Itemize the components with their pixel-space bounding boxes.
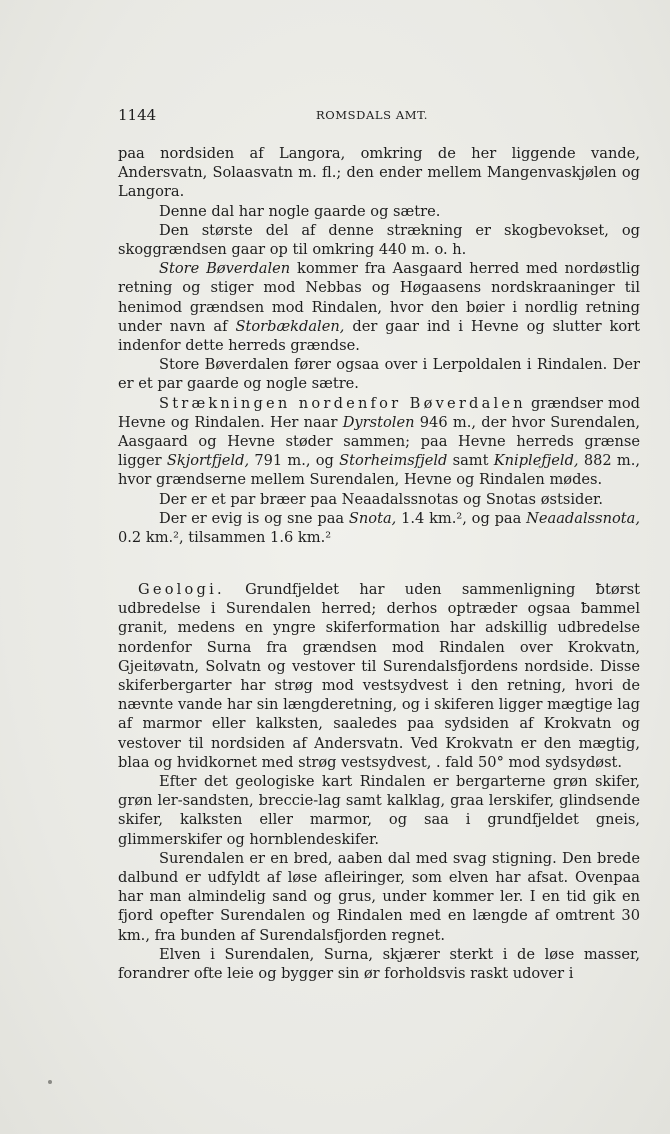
italic-term: Neaadalssnota,	[526, 509, 640, 527]
paragraph	[118, 849, 640, 945]
italic-term: Store Bøverdalen	[159, 260, 291, 278]
italic-term: Skjortfjeld,	[166, 452, 250, 470]
paragraph	[118, 945, 640, 983]
text-run: 946 m., der hvor Surendalen, Aasgaard og Hevne støder sammen; paa Hevne herreds grænse ligger	[118, 413, 640, 470]
text-run: Der er evig is og sne paa	[159, 509, 349, 527]
text-run: Denne dal har nogle gaarde og sætre.	[159, 202, 441, 220]
text-run: paa nordsiden af Langora, omkring de her liggende vande, Andersvatn, Solaasvatn m. fl.; den ender mellem Mangenvaskjølen og Langora.	[118, 145, 640, 201]
italic-term: Dyrstolen	[342, 413, 415, 431]
paragraph	[118, 355, 640, 393]
text-run: Grundfjeldet har uden sammenligning ƀtørst udbredelse i Surendalen herred; derhos optræder ogsaa ƀammel granit, medens en yngre skiferformation har adskillig udbredelse nordenfor Surna fra grændsen mod Rindalen over Krokvatn, Gjeitøvatn, Solvatn og vestover til Surendalsfjordens nordside. Disse skiferbergarter har strøg mod vestsydvest i den retning, hvori de nævnte vande har sin længderetning, og i skiferen ligger mægtige lag af marmor eller kalksten, saaledes paa sydsiden af Krokvatn og vestover til nordsiden af Andersvatn. Ved Krokvatn er den mægtig, blaa og hvidkornet med strøg vestsydvest, . fald 50° mod sydsydøst.	[118, 581, 640, 771]
text-run: 0.2 km.², tilsammen 1.6 km.²	[118, 529, 332, 547]
spaced-heading: Strækningen nordenfor Bøverdalen	[159, 394, 526, 412]
paragraph	[118, 394, 640, 490]
paragraph	[118, 509, 640, 547]
paragraph	[118, 772, 640, 849]
text-run: kommer fra Aasgaard herred med nordøstlig retning og stiger mod Nebbas og Høgaasens nordskraaninger til henimod grændsen mod Rindalen, hvor den bøier i nordlig retning under navn af	[118, 260, 640, 335]
text-block-geology	[118, 580, 640, 983]
paragraph	[118, 144, 640, 202]
text-run: 791 m., og	[249, 452, 340, 470]
running-head: ROMSDALS AMT.	[316, 108, 428, 122]
text-run: Surendalen er en bred, aaben dal med svag stigning. Den brede dalbund er udfyldt af løse afleiringer, som elven har afsat. Ovenpaa har man almindelig sand og grus, under kommer ler. I en tid gik en fjord opefter Surendalen og Rindalen med en længde af omtrent 30 km., fra bunden af Surendalsfjorden regnet.	[118, 849, 640, 944]
text-run: Store Bøverdalen fører ogsaa over i Lerpoldalen i Rindalen. Der er et par gaarde og nogle sætre.	[118, 356, 640, 393]
paper-speck	[48, 1080, 52, 1084]
text-block-valleys	[118, 144, 640, 547]
paragraph	[118, 259, 640, 355]
italic-term: Storheimsfjeld	[339, 452, 448, 470]
italic-term: Knipleƒjeld,	[493, 452, 579, 470]
text-run: 882 m., hvor grændserne mellem Surendalen, Hevne og Rindalen mødes.	[118, 452, 641, 489]
text-run: Elven i Surendalen, Surna, skjærer sterkt i de løse masser, forandrer ofte leie og bygger sin ør forholdsvis raskt udover i	[118, 945, 640, 983]
page-header	[118, 106, 638, 126]
spaced-heading: Geologi.	[138, 581, 225, 598]
italic-term: Snota,	[348, 509, 397, 527]
text-run: Der er et par bræer paa Neaadalssnotas og Snotas østsider.	[159, 490, 603, 508]
text-run: grændser mod Hevne og Rindalen. Her naar	[118, 394, 640, 431]
text-run: Den største del af denne strækning er skogbevokset, og skoggrændsen gaar op til omkring 440 m. o. h.	[118, 221, 640, 259]
text-run: samt	[447, 452, 494, 470]
paragraph	[118, 221, 640, 259]
paragraph	[118, 580, 640, 772]
page-number: 1144	[118, 106, 157, 124]
text-run: 1.4 km.², og paa	[396, 509, 527, 527]
text-run: Efter det geologiske kart Rindalen er bergarterne grøn skifer, grøn ler-sandsten, breccie-lag samt kalklag, graa lerskifer, glindsende skifer, kalksten eller marmor, og saa i grundfjeldet gneis, glimmerskifer og hornblendeskifer.	[118, 773, 640, 848]
paragraph	[118, 490, 640, 509]
italic-term: Storbækdalen,	[235, 317, 345, 335]
paragraph	[118, 202, 640, 221]
text-run: der gaar ind i Hevne og slutter kort indenfor dette herreds grændse.	[118, 317, 640, 355]
